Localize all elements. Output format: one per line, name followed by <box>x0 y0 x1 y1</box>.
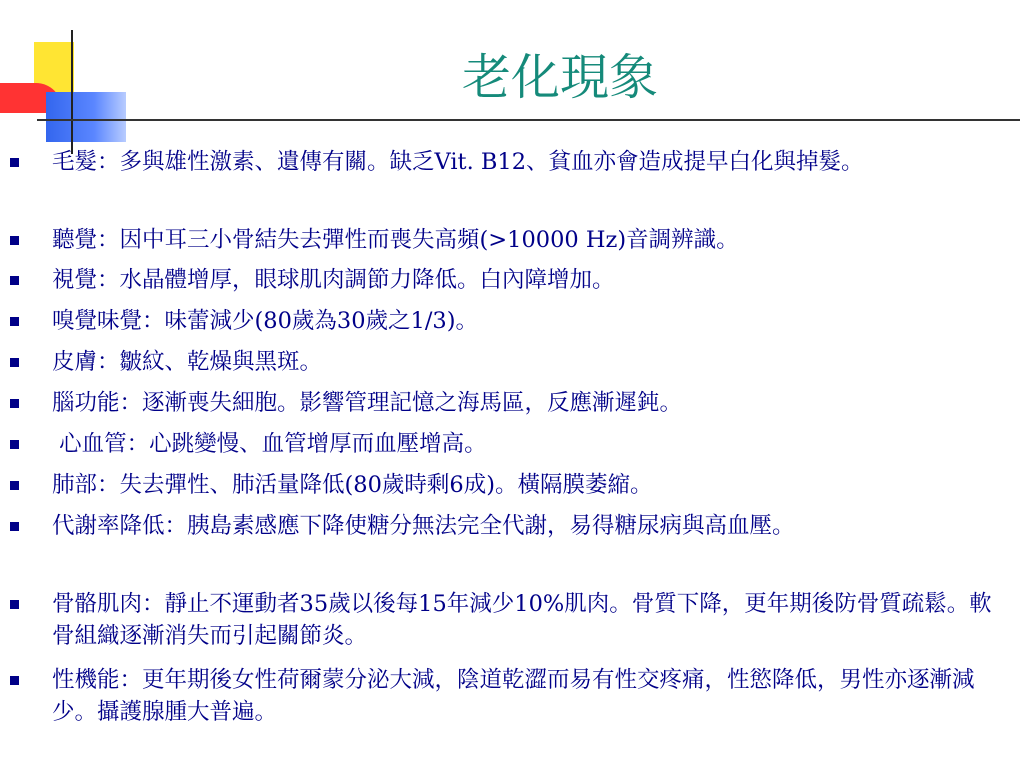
list-item: 視覺：水晶體增厚，眼球肌肉調節力降低。白內障增加。 <box>52 267 615 293</box>
bullet-marker <box>10 158 19 167</box>
list-item: 代謝率降低：胰島素感應下降使糖分無法完全代謝，易得糖尿病與高血壓。 <box>52 513 795 539</box>
bullet-marker <box>10 600 19 609</box>
bullet-marker <box>10 440 19 449</box>
list-item: 心血管：心跳變慢、血管增厚而血壓增高。 <box>52 431 487 457</box>
list-item: 性機能：更年期後女性荷爾蒙分泌大減，陰道乾澀而易有性交疼痛，性慾降低，男性亦逐漸減少。攝護腺腫大普遍。 <box>52 667 975 725</box>
list-item: 毛髮：多與雄性激素、遺傳有關。缺乏Vit. B12、貧血亦會造成提早白化與掉髮。 <box>52 149 864 175</box>
list-item: 骨骼肌肉：靜止不運動者35歲以後每15年減少10%肌肉。骨質下降，更年期後防骨質疏鬆。軟骨組織逐漸消失而引起關節炎。 <box>52 591 992 649</box>
list-item: 肺部：失去彈性、肺活量降低(80歲時剩6成)。橫隔膜萎縮。 <box>52 472 653 498</box>
list-item: 皮膚：皺紋、乾燥與黑斑。 <box>52 349 323 375</box>
bullet-marker <box>10 399 19 408</box>
bullet-marker <box>10 481 19 490</box>
list-item: 腦功能：逐漸喪失細胞。影響管理記憶之海馬區，反應漸遲鈍。 <box>52 390 683 416</box>
bullet-marker <box>10 236 19 245</box>
bullet-marker <box>10 676 19 685</box>
list-item: 聽覺：因中耳三小骨結失去彈性而喪失高頻(>10000 Hz)音調辨識。 <box>52 227 739 253</box>
slide-title: 老化現象 <box>461 49 658 106</box>
bullet-marker <box>10 317 19 326</box>
bullet-marker <box>10 522 19 531</box>
bullet-marker <box>10 276 19 285</box>
bullet-marker <box>10 358 19 367</box>
list-item: 嗅覺味覺：味蕾減少(80歲為30歲之1/3)。 <box>52 308 479 334</box>
